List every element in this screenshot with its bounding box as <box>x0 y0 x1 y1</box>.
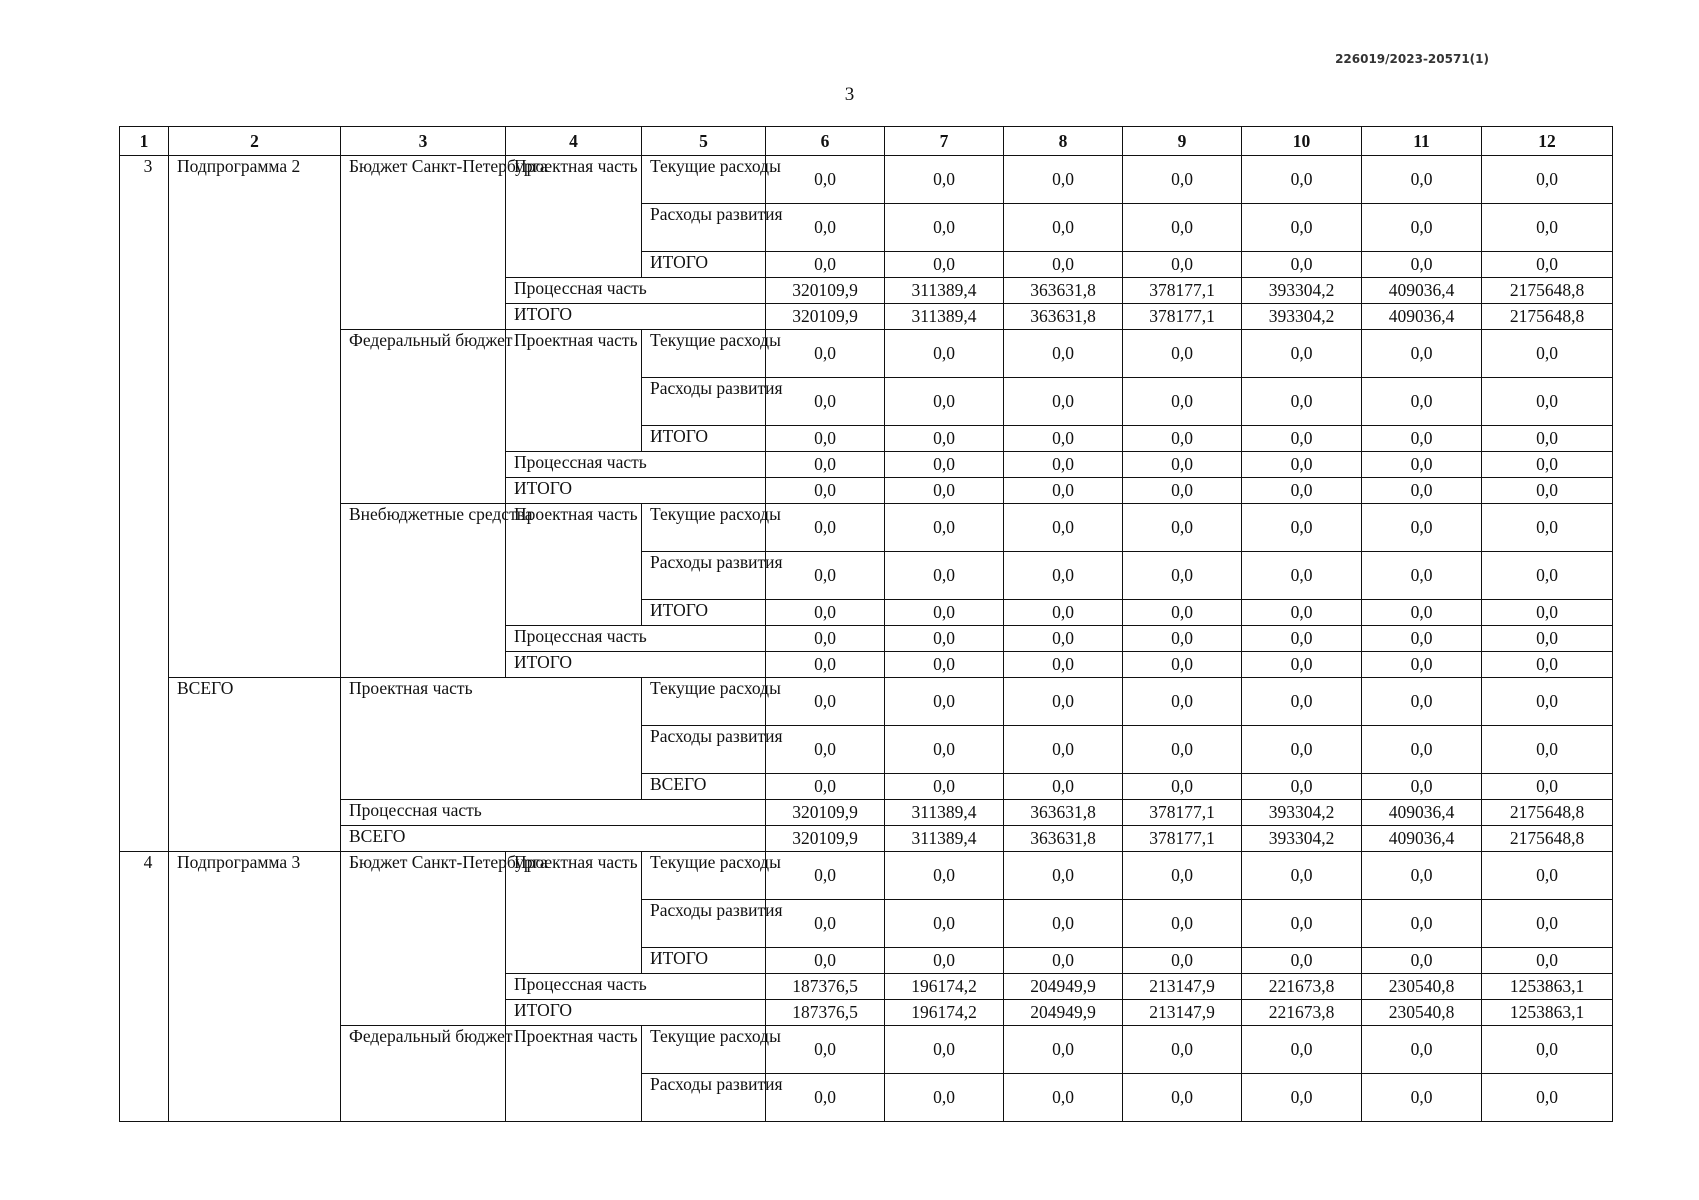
expense-type: Расходы развития <box>642 378 766 426</box>
value-cell: 221673,8 <box>1242 1000 1362 1026</box>
value-cell: 393304,2 <box>1242 826 1362 852</box>
value-cell: 0,0 <box>1362 852 1482 900</box>
value-cell: 0,0 <box>766 626 885 652</box>
value-cell: 0,0 <box>1362 552 1482 600</box>
value-cell: 0,0 <box>766 552 885 600</box>
value-cell: 0,0 <box>1123 378 1242 426</box>
value-cell: 0,0 <box>1004 948 1123 974</box>
value-cell: 0,0 <box>1362 156 1482 204</box>
col-header: 7 <box>885 127 1004 156</box>
funding-table <box>119 126 1613 1122</box>
row-number: 4 <box>120 852 169 1122</box>
expense-type: Текущие расходы <box>642 330 766 378</box>
value-cell: 0,0 <box>1482 1074 1613 1122</box>
part-name: ИТОГО <box>506 1000 766 1026</box>
value-cell: 0,0 <box>1482 478 1613 504</box>
value-cell: 0,0 <box>1482 378 1613 426</box>
value-cell: 0,0 <box>766 330 885 378</box>
value-cell: 0,0 <box>1362 1026 1482 1074</box>
part-name: Процессная часть <box>506 452 766 478</box>
value-cell: 0,0 <box>1242 330 1362 378</box>
value-cell: 0,0 <box>885 626 1004 652</box>
value-cell: 0,0 <box>1123 452 1242 478</box>
value-cell: 0,0 <box>885 774 1004 800</box>
value-cell: 2175648,8 <box>1482 826 1613 852</box>
value-cell: 0,0 <box>885 948 1004 974</box>
value-cell: 0,0 <box>766 900 885 948</box>
value-cell: 393304,2 <box>1242 800 1362 826</box>
value-cell: 0,0 <box>1004 852 1123 900</box>
value-cell: 0,0 <box>1242 652 1362 678</box>
value-cell: 0,0 <box>1242 726 1362 774</box>
value-cell: 0,0 <box>1004 900 1123 948</box>
value-cell: 0,0 <box>1242 852 1362 900</box>
value-cell: 363631,8 <box>1004 304 1123 330</box>
value-cell: 378177,1 <box>1123 826 1242 852</box>
value-cell: 0,0 <box>885 252 1004 278</box>
value-cell: 204949,9 <box>1004 1000 1123 1026</box>
expense-type: ИТОГО <box>642 948 766 974</box>
value-cell: 0,0 <box>1004 452 1123 478</box>
value-cell: 0,0 <box>1004 156 1123 204</box>
col-header: 5 <box>642 127 766 156</box>
expense-type: Расходы развития <box>642 1074 766 1122</box>
table-row <box>120 826 1613 852</box>
value-cell: 196174,2 <box>885 1000 1004 1026</box>
expense-type: Расходы развития <box>642 552 766 600</box>
value-cell: 0,0 <box>1482 552 1613 600</box>
value-cell: 0,0 <box>1004 600 1123 626</box>
value-cell: 196174,2 <box>885 974 1004 1000</box>
value-cell: 0,0 <box>766 652 885 678</box>
value-cell: 0,0 <box>1004 504 1123 552</box>
value-cell: 0,0 <box>1242 900 1362 948</box>
value-cell: 0,0 <box>1123 852 1242 900</box>
value-cell: 0,0 <box>885 156 1004 204</box>
value-cell: 0,0 <box>766 156 885 204</box>
value-cell: 0,0 <box>1242 252 1362 278</box>
value-cell: 0,0 <box>1482 1026 1613 1074</box>
value-cell: 409036,4 <box>1362 304 1482 330</box>
table-row <box>120 504 1613 552</box>
funding-source: Бюджет Санкт-Петербурга <box>341 852 506 1026</box>
value-cell: 0,0 <box>1123 774 1242 800</box>
col-header: 9 <box>1123 127 1242 156</box>
value-cell: 0,0 <box>1482 156 1613 204</box>
value-cell: 0,0 <box>1242 426 1362 452</box>
value-cell: 0,0 <box>1362 1074 1482 1122</box>
expense-type: Текущие расходы <box>642 156 766 204</box>
value-cell: 393304,2 <box>1242 304 1362 330</box>
part-name: Процессная часть <box>506 626 766 652</box>
value-cell: 0,0 <box>1242 626 1362 652</box>
value-cell: 320109,9 <box>766 278 885 304</box>
value-cell: 0,0 <box>1362 600 1482 626</box>
expense-type: ИТОГО <box>642 426 766 452</box>
value-cell: 230540,8 <box>1362 974 1482 1000</box>
value-cell: 0,0 <box>766 452 885 478</box>
value-cell: 0,0 <box>885 426 1004 452</box>
value-cell: 393304,2 <box>1242 278 1362 304</box>
value-cell: 0,0 <box>766 204 885 252</box>
value-cell: 0,0 <box>1242 452 1362 478</box>
value-cell: 2175648,8 <box>1482 304 1613 330</box>
value-cell: 311389,4 <box>885 800 1004 826</box>
funding-source: Федеральный бюджет <box>341 330 506 504</box>
part-name: Проектная часть <box>506 330 642 452</box>
value-cell: 363631,8 <box>1004 826 1123 852</box>
part-name: Процессная часть <box>506 974 766 1000</box>
value-cell: 0,0 <box>1362 478 1482 504</box>
value-cell: 0,0 <box>1004 426 1123 452</box>
value-cell: 409036,4 <box>1362 826 1482 852</box>
value-cell: 0,0 <box>885 330 1004 378</box>
value-cell: 378177,1 <box>1123 304 1242 330</box>
value-cell: 0,0 <box>1004 330 1123 378</box>
value-cell: 0,0 <box>766 948 885 974</box>
part-name: ВСЕГО <box>341 826 766 852</box>
expense-type: ИТОГО <box>642 600 766 626</box>
value-cell: 0,0 <box>1004 652 1123 678</box>
table-row <box>120 852 1613 900</box>
value-cell: 409036,4 <box>1362 278 1482 304</box>
subprogram-name: Подпрограмма 2 <box>169 156 341 678</box>
part-name: Проектная часть <box>506 852 642 974</box>
value-cell: 0,0 <box>1482 452 1613 478</box>
value-cell: 363631,8 <box>1004 800 1123 826</box>
part-name: Проектная часть <box>506 1026 642 1122</box>
expense-type: Расходы развития <box>642 726 766 774</box>
value-cell: 0,0 <box>1123 1026 1242 1074</box>
value-cell: 0,0 <box>1242 478 1362 504</box>
value-cell: 0,0 <box>885 726 1004 774</box>
value-cell: 0,0 <box>1123 156 1242 204</box>
part-name: ИТОГО <box>506 304 766 330</box>
value-cell: 0,0 <box>885 852 1004 900</box>
value-cell: 0,0 <box>1482 600 1613 626</box>
value-cell: 1253863,1 <box>1482 1000 1613 1026</box>
part-name: Проектная часть <box>341 678 642 800</box>
value-cell: 0,0 <box>1004 678 1123 726</box>
part-name: Проектная часть <box>506 156 642 278</box>
value-cell: 0,0 <box>1242 600 1362 626</box>
value-cell: 0,0 <box>885 552 1004 600</box>
value-cell: 0,0 <box>766 1074 885 1122</box>
value-cell: 0,0 <box>766 478 885 504</box>
value-cell: 0,0 <box>1242 948 1362 974</box>
expense-type: Текущие расходы <box>642 678 766 726</box>
col-header: 8 <box>1004 127 1123 156</box>
value-cell: 409036,4 <box>1362 800 1482 826</box>
expense-type: Текущие расходы <box>642 504 766 552</box>
value-cell: 1253863,1 <box>1482 974 1613 1000</box>
value-cell: 0,0 <box>1123 330 1242 378</box>
value-cell: 0,0 <box>766 1026 885 1074</box>
value-cell: 0,0 <box>1362 774 1482 800</box>
expense-type: Расходы развития <box>642 204 766 252</box>
value-cell: 0,0 <box>1123 726 1242 774</box>
value-cell: 221673,8 <box>1242 974 1362 1000</box>
value-cell: 0,0 <box>1123 552 1242 600</box>
value-cell: 0,0 <box>1004 552 1123 600</box>
header-row <box>120 127 1613 156</box>
value-cell: 0,0 <box>1242 552 1362 600</box>
value-cell: 0,0 <box>885 378 1004 426</box>
value-cell: 0,0 <box>885 900 1004 948</box>
value-cell: 320109,9 <box>766 800 885 826</box>
value-cell: 0,0 <box>766 600 885 626</box>
value-cell: 0,0 <box>1242 378 1362 426</box>
value-cell: 0,0 <box>1123 204 1242 252</box>
funding-source: Бюджет Санкт-Петербурга <box>341 156 506 330</box>
col-header: 4 <box>506 127 642 156</box>
col-header: 10 <box>1242 127 1362 156</box>
value-cell: 0,0 <box>1123 948 1242 974</box>
value-cell: 0,0 <box>1482 852 1613 900</box>
subprogram-name: Подпрограмма 3 <box>169 852 341 1122</box>
part-name: Процессная часть <box>341 800 766 826</box>
expense-type: Текущие расходы <box>642 852 766 900</box>
value-cell: 0,0 <box>766 378 885 426</box>
value-cell: 0,0 <box>1362 452 1482 478</box>
value-cell: 0,0 <box>766 252 885 278</box>
value-cell: 0,0 <box>885 652 1004 678</box>
value-cell: 0,0 <box>1004 726 1123 774</box>
value-cell: 0,0 <box>1362 900 1482 948</box>
expense-type: ИТОГО <box>642 252 766 278</box>
value-cell: 0,0 <box>1123 626 1242 652</box>
document-id: 226019/2023-20571(1) <box>1335 52 1489 66</box>
value-cell: 0,0 <box>1482 426 1613 452</box>
subprogram-total-label: ВСЕГО <box>169 678 341 852</box>
table-row <box>120 1026 1613 1074</box>
value-cell: 0,0 <box>1362 652 1482 678</box>
value-cell: 0,0 <box>1004 774 1123 800</box>
value-cell: 0,0 <box>1004 1074 1123 1122</box>
value-cell: 0,0 <box>1123 900 1242 948</box>
value-cell: 0,0 <box>1482 774 1613 800</box>
value-cell: 0,0 <box>885 1026 1004 1074</box>
value-cell: 0,0 <box>1482 652 1613 678</box>
value-cell: 0,0 <box>1362 330 1482 378</box>
value-cell: 0,0 <box>885 1074 1004 1122</box>
value-cell: 187376,5 <box>766 1000 885 1026</box>
value-cell: 311389,4 <box>885 278 1004 304</box>
col-header: 12 <box>1482 127 1613 156</box>
value-cell: 0,0 <box>885 478 1004 504</box>
value-cell: 363631,8 <box>1004 278 1123 304</box>
value-cell: 0,0 <box>885 504 1004 552</box>
part-name: Проектная часть <box>506 504 642 626</box>
value-cell: 0,0 <box>766 774 885 800</box>
value-cell: 0,0 <box>885 678 1004 726</box>
value-cell: 0,0 <box>1004 378 1123 426</box>
value-cell: 0,0 <box>1482 504 1613 552</box>
value-cell: 0,0 <box>1482 252 1613 278</box>
part-name: ИТОГО <box>506 478 766 504</box>
value-cell: 0,0 <box>766 726 885 774</box>
col-header: 6 <box>766 127 885 156</box>
value-cell: 311389,4 <box>885 304 1004 330</box>
value-cell: 0,0 <box>1242 156 1362 204</box>
value-cell: 0,0 <box>1482 948 1613 974</box>
value-cell: 0,0 <box>1362 726 1482 774</box>
value-cell: 0,0 <box>1004 478 1123 504</box>
value-cell: 204949,9 <box>1004 974 1123 1000</box>
value-cell: 0,0 <box>885 600 1004 626</box>
value-cell: 311389,4 <box>885 826 1004 852</box>
value-cell: 230540,8 <box>1362 1000 1482 1026</box>
table-row <box>120 800 1613 826</box>
value-cell: 0,0 <box>1362 678 1482 726</box>
value-cell: 213147,9 <box>1123 1000 1242 1026</box>
value-cell: 0,0 <box>1362 948 1482 974</box>
funding-source: Федеральный бюджет <box>341 1026 506 1122</box>
table-row <box>120 330 1613 378</box>
value-cell: 0,0 <box>1362 426 1482 452</box>
value-cell: 0,0 <box>1123 426 1242 452</box>
value-cell: 0,0 <box>1004 252 1123 278</box>
value-cell: 0,0 <box>1242 1074 1362 1122</box>
table-row <box>120 678 1613 726</box>
value-cell: 320109,9 <box>766 826 885 852</box>
value-cell: 0,0 <box>1123 478 1242 504</box>
value-cell: 0,0 <box>885 204 1004 252</box>
col-header: 1 <box>120 127 169 156</box>
value-cell: 0,0 <box>1123 504 1242 552</box>
value-cell: 0,0 <box>1004 626 1123 652</box>
value-cell: 320109,9 <box>766 304 885 330</box>
value-cell: 378177,1 <box>1123 278 1242 304</box>
value-cell: 0,0 <box>1004 1026 1123 1074</box>
funding-source: Внебюджетные средства <box>341 504 506 678</box>
value-cell: 187376,5 <box>766 974 885 1000</box>
value-cell: 0,0 <box>1123 252 1242 278</box>
value-cell: 0,0 <box>1362 252 1482 278</box>
value-cell: 0,0 <box>1482 726 1613 774</box>
value-cell: 0,0 <box>1004 204 1123 252</box>
value-cell: 0,0 <box>1362 504 1482 552</box>
value-cell: 0,0 <box>1482 626 1613 652</box>
value-cell: 0,0 <box>1242 504 1362 552</box>
value-cell: 378177,1 <box>1123 800 1242 826</box>
value-cell: 0,0 <box>766 678 885 726</box>
value-cell: 0,0 <box>766 426 885 452</box>
value-cell: 0,0 <box>1242 204 1362 252</box>
expense-type: Текущие расходы <box>642 1026 766 1074</box>
value-cell: 0,0 <box>1242 678 1362 726</box>
value-cell: 213147,9 <box>1123 974 1242 1000</box>
col-header: 2 <box>169 127 341 156</box>
value-cell: 0,0 <box>885 452 1004 478</box>
page-number: 3 <box>844 84 855 105</box>
value-cell: 0,0 <box>1242 774 1362 800</box>
row-number: 3 <box>120 156 169 852</box>
value-cell: 0,0 <box>766 852 885 900</box>
part-name: ИТОГО <box>506 652 766 678</box>
value-cell: 0,0 <box>1482 678 1613 726</box>
value-cell: 0,0 <box>1123 600 1242 626</box>
col-header: 3 <box>341 127 506 156</box>
part-name: Процессная часть <box>506 278 766 304</box>
expense-type: ВСЕГО <box>642 774 766 800</box>
value-cell: 0,0 <box>1482 204 1613 252</box>
value-cell: 2175648,8 <box>1482 800 1613 826</box>
value-cell: 0,0 <box>1482 900 1613 948</box>
table-row <box>120 156 1613 204</box>
value-cell: 0,0 <box>1482 330 1613 378</box>
value-cell: 2175648,8 <box>1482 278 1613 304</box>
value-cell: 0,0 <box>1362 378 1482 426</box>
value-cell: 0,0 <box>1123 678 1242 726</box>
value-cell: 0,0 <box>1123 652 1242 678</box>
value-cell: 0,0 <box>1362 626 1482 652</box>
value-cell: 0,0 <box>1362 204 1482 252</box>
value-cell: 0,0 <box>1123 1074 1242 1122</box>
value-cell: 0,0 <box>1242 1026 1362 1074</box>
value-cell: 0,0 <box>766 504 885 552</box>
col-header: 11 <box>1362 127 1482 156</box>
expense-type: Расходы развития <box>642 900 766 948</box>
